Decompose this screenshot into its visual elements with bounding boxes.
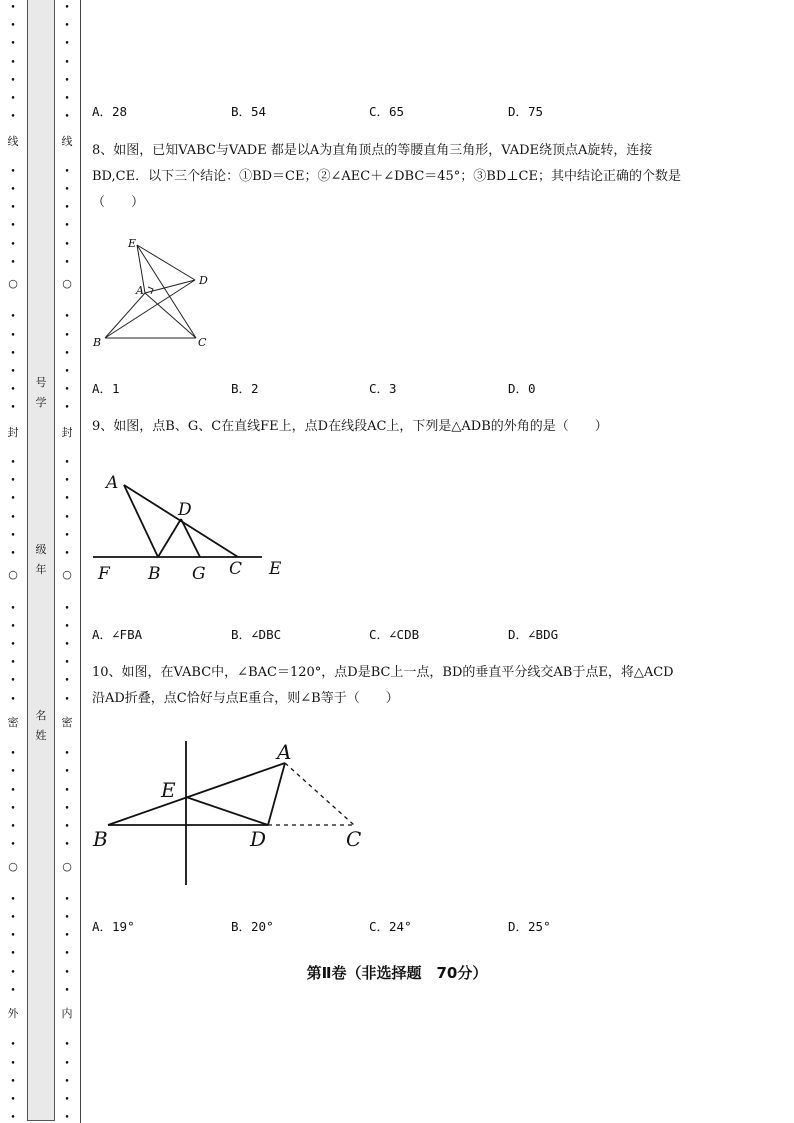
q9-option-a[interactable]: A．∠FBA [92, 627, 143, 642]
binding-dot: • [10, 494, 16, 505]
student-info-strip [27, 0, 55, 1121]
binding-dot: • [10, 1076, 16, 1087]
binding-dot: • [64, 894, 70, 905]
q10-label-A: A [277, 740, 292, 764]
binding-dot: • [10, 166, 16, 177]
q8-label-E: E [128, 237, 137, 250]
binding-margin-inner [54, 0, 81, 1123]
binding-dot: • [64, 166, 70, 177]
q10-option-a[interactable]: A．19° [92, 919, 135, 934]
binding-dot: • [10, 822, 16, 832]
q8-line2: BD,CE．以下三个结论：①BD＝CE；②∠AEC＋∠DBC＝45°；③BD⊥CE；其中结论正确的个数是 [92, 169, 681, 184]
binding-dot: • [64, 694, 70, 705]
outer-circle: ○ [8, 568, 18, 581]
binding-dot: • [64, 1040, 70, 1051]
q8-segment-BD [105, 280, 195, 338]
binding-dot: • [10, 1113, 16, 1123]
q9-label-E: E [269, 559, 282, 579]
q9-label-D: D [178, 500, 192, 520]
binding-dot: • [10, 640, 16, 650]
q8-label-B: B [93, 336, 102, 349]
inner-circle: ○ [62, 568, 72, 581]
q10-segment-ED [186, 797, 268, 825]
binding-dot: • [10, 3, 16, 13]
binding-dot: • [10, 221, 16, 232]
binding-dot: • [10, 603, 16, 614]
binding-dot: • [64, 621, 70, 632]
binding-dot: • [64, 1076, 70, 1087]
strip-label-ming: 名 [35, 709, 47, 722]
binding-dot: • [64, 385, 70, 396]
binding-dot: • [64, 822, 70, 832]
q10-segment-BA [108, 763, 285, 825]
binding-dot: • [10, 21, 16, 32]
q9-segment-BD [158, 519, 181, 557]
binding-dot: • [10, 512, 16, 523]
outer-label-xian: 线 [7, 135, 19, 148]
binding-dot: • [64, 949, 70, 960]
q8-stem [92, 138, 742, 216]
outer-circle: ○ [8, 277, 18, 290]
binding-dot: • [10, 476, 16, 487]
q7-option-c[interactable]: C．65 [369, 104, 405, 119]
binding-dot: • [64, 312, 70, 323]
binding-dot: • [64, 367, 70, 377]
q10-line1: 10、如图，在VABC中，∠BAC＝120°，点D是BC上一点，BD的垂直平分线交AB于点E，将△ACD [92, 665, 674, 680]
inner-circle: ○ [62, 860, 72, 873]
binding-dot: • [10, 348, 16, 359]
q9-label-A: A [106, 473, 119, 493]
q10-stem [92, 660, 742, 712]
strip-label-hao: 号 [35, 376, 47, 389]
binding-dot: • [10, 1040, 16, 1051]
binding-dot: • [64, 39, 70, 50]
q8-label-A: A [136, 284, 144, 297]
q10-label-C: C [346, 827, 362, 851]
binding-dot: • [64, 512, 70, 523]
binding-dot: • [10, 749, 16, 760]
strip-label-ji: 级 [35, 543, 47, 556]
binding-dot: • [64, 94, 70, 104]
binding-dot: • [64, 785, 70, 796]
binding-dot: • [64, 967, 70, 978]
q10-option-c[interactable]: C．24° [369, 919, 412, 934]
q10-label-D: D [250, 827, 267, 851]
binding-dot: • [10, 658, 16, 669]
binding-dot: • [10, 676, 16, 687]
strip-label-nian: 年 [35, 563, 47, 576]
q9-stem [92, 414, 742, 440]
binding-dot: • [10, 803, 16, 814]
q10-option-b[interactable]: B．20° [231, 919, 274, 934]
inner-label-nei: 内 [61, 1007, 73, 1020]
binding-dot: • [64, 257, 70, 268]
binding-dot: • [10, 621, 16, 632]
binding-dot: • [10, 257, 16, 268]
inner-label-feng: 封 [61, 426, 73, 439]
section-2-title: 第Ⅱ卷（非选择题 70分） [306, 964, 488, 982]
binding-dot: • [10, 767, 16, 778]
q8-label-C: C [198, 336, 207, 349]
binding-dot: • [64, 494, 70, 505]
binding-dot: • [10, 385, 16, 396]
binding-dot: • [64, 749, 70, 760]
binding-dot: • [10, 57, 16, 68]
binding-dot: • [64, 1095, 70, 1105]
q7-option-a[interactable]: A．28 [92, 104, 128, 119]
q10-segment-AD [268, 763, 285, 825]
q8-right-angle-mark [148, 287, 153, 294]
binding-dot: • [64, 985, 70, 996]
binding-dot: • [64, 239, 70, 250]
outer-label-mi: 密 [7, 716, 19, 729]
binding-dot: • [64, 803, 70, 814]
q10-label-B: B [93, 827, 108, 851]
q9-line1: 9、如图，点B、G、C在直线FE上，点D在线段AC上，下列是△ADB的外角的是（ ） [92, 419, 608, 434]
binding-dot: • [10, 39, 16, 50]
binding-dot: • [10, 75, 16, 86]
binding-dot: • [10, 840, 16, 851]
binding-dot: • [64, 348, 70, 359]
binding-dot: • [10, 239, 16, 250]
binding-dot: • [64, 458, 70, 468]
q10-segment-AC-dashed [285, 763, 354, 825]
outer-label-wai: 外 [7, 1007, 19, 1020]
q9-label-C: C [229, 559, 243, 579]
binding-dot: • [64, 658, 70, 669]
strip-label-xing: 姓 [35, 729, 47, 742]
q8-label-D: D [199, 274, 208, 287]
binding-dot: • [10, 931, 16, 942]
binding-dot: • [10, 367, 16, 377]
binding-dot: • [10, 949, 16, 960]
inner-circle: ○ [62, 277, 72, 290]
q7-option-b[interactable]: B．54 [231, 104, 267, 119]
q8-option-a[interactable]: A．1 [92, 381, 120, 396]
binding-dot: • [64, 640, 70, 650]
binding-dot: • [64, 330, 70, 341]
binding-dot: • [64, 112, 70, 123]
q10-line2: 沿AD折叠，点C恰好与点E重合，则∠B等于（ ） [92, 691, 399, 706]
binding-dot: • [64, 21, 70, 32]
q8-line3: （ ） [92, 195, 145, 210]
binding-dot: • [64, 530, 70, 541]
binding-dot: • [10, 913, 16, 923]
outer-label-feng: 封 [7, 426, 19, 439]
q10-option-d[interactable]: D．25° [508, 919, 551, 934]
q9-label-G: G [192, 564, 206, 584]
q9-figure [88, 468, 298, 588]
binding-dot: • [64, 676, 70, 687]
q10-figure [88, 735, 378, 890]
binding-dot: • [64, 185, 70, 195]
binding-dot: • [64, 549, 70, 559]
inner-label-mi: 密 [61, 716, 73, 729]
binding-dot: • [64, 75, 70, 86]
binding-dot: • [64, 203, 70, 214]
q8-figure [90, 235, 220, 355]
binding-dot: • [10, 203, 16, 214]
q8-option-b[interactable]: B．2 [231, 381, 259, 396]
q8-option-c[interactable]: C．3 [369, 381, 397, 396]
binding-dot: • [10, 312, 16, 323]
q8-segment-AC [145, 293, 196, 338]
strip-label-xue: 学 [35, 396, 47, 409]
binding-dot: • [64, 840, 70, 851]
binding-dot: • [64, 603, 70, 614]
binding-dot: • [64, 57, 70, 68]
binding-dot: • [10, 1095, 16, 1105]
q10-label-E: E [161, 778, 176, 802]
q9-option-c[interactable]: C．∠CDB [369, 627, 420, 642]
binding-dot: • [10, 694, 16, 705]
binding-dot: • [64, 1113, 70, 1123]
binding-dot: • [10, 530, 16, 541]
q7-option-d[interactable]: D．75 [508, 104, 544, 119]
binding-dot: • [10, 330, 16, 341]
binding-margin-outer [0, 0, 28, 1123]
binding-dot: • [10, 458, 16, 468]
binding-dot: • [10, 985, 16, 996]
binding-dot: • [64, 3, 70, 13]
q8-option-d[interactable]: D．0 [508, 381, 536, 396]
q8-line1: 8、如图，已知VABC与VADE 都是以A为直角顶点的等腰直角三角形，VADE绕顶点A旋转，连接 [92, 143, 653, 158]
binding-dot: • [10, 94, 16, 104]
binding-dot: • [10, 112, 16, 123]
q9-option-b[interactable]: B．∠DBC [231, 627, 282, 642]
binding-dot: • [10, 967, 16, 978]
binding-dot: • [64, 476, 70, 487]
binding-dot: • [10, 549, 16, 559]
q8-segment-EC [137, 245, 196, 338]
binding-dot: • [10, 785, 16, 796]
q9-option-d[interactable]: D．∠BDG [508, 627, 559, 642]
binding-dot: • [64, 931, 70, 942]
binding-dot: • [64, 767, 70, 778]
q8-segment-ED [137, 245, 195, 280]
inner-label-xian: 线 [61, 135, 73, 148]
binding-dot: • [64, 403, 70, 414]
outer-circle: ○ [8, 860, 18, 873]
binding-dot: • [10, 894, 16, 905]
binding-dot: • [64, 1058, 70, 1069]
binding-dot: • [64, 221, 70, 232]
q9-label-B: B [148, 564, 161, 584]
q9-label-F: F [98, 564, 110, 584]
binding-dot: • [64, 913, 70, 923]
binding-dot: • [10, 185, 16, 195]
binding-dot: • [10, 403, 16, 414]
q9-segment-DG [181, 519, 200, 557]
binding-dot: • [10, 1058, 16, 1069]
